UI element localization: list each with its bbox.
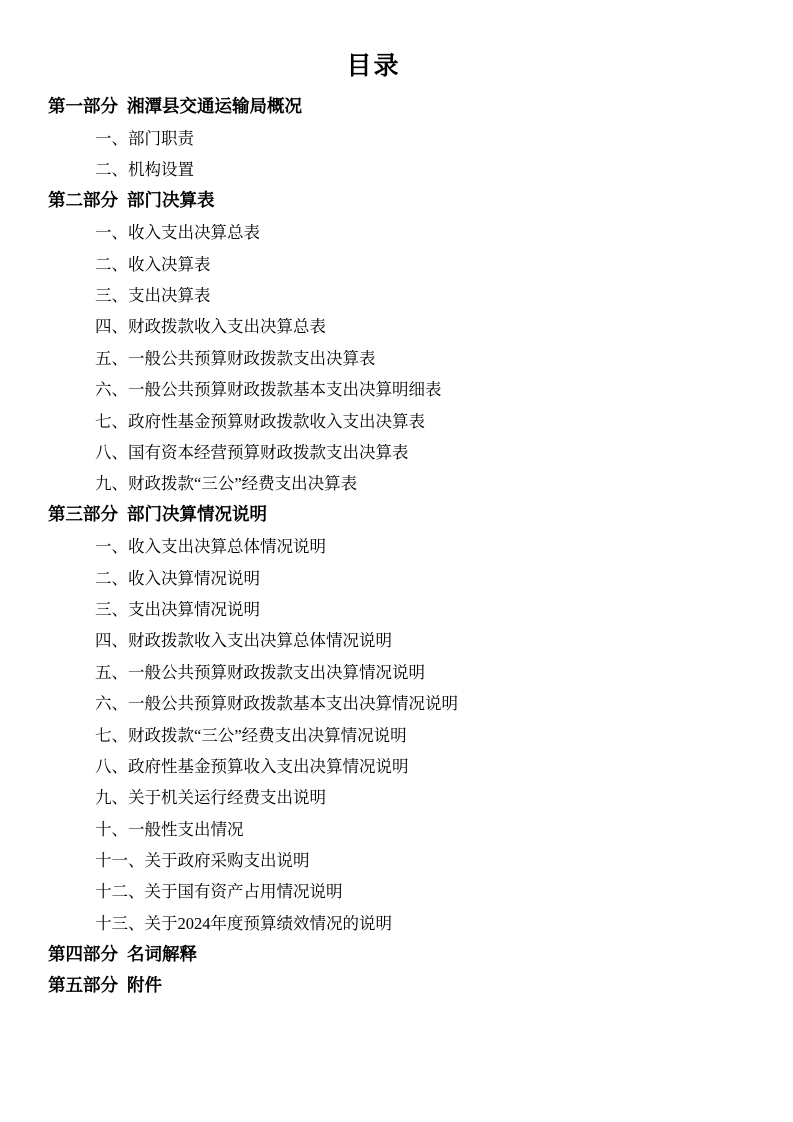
toc-item: 五、一般公共预算财政拨款支出决算情况说明	[95, 662, 425, 682]
toc-section-heading-2	[48, 184, 745, 215]
section-label: 第三部分	[48, 504, 118, 525]
toc-item: 九、关于机关运行经费支出说明	[95, 788, 326, 808]
toc-section-heading-4	[48, 938, 745, 969]
section-title: 附件	[127, 975, 162, 996]
toc-item: 十三、关于2024年度预算绩效情况的说明	[95, 913, 392, 933]
toc-item: 七、政府性基金预算财政拨款收入支出决算表	[95, 411, 425, 431]
toc-section-heading-3	[48, 498, 745, 529]
toc-item: 六、一般公共预算财政拨款基本支出决算明细表	[95, 380, 442, 400]
toc-item: 一、收入支出决算总体情况说明	[95, 537, 326, 557]
section-label: 第四部分	[48, 943, 118, 964]
section-title: 名词解释	[127, 943, 197, 964]
toc-item: 八、国有资本经营预算财政拨款支出决算表	[95, 442, 409, 462]
toc-item: 二、收入决算情况说明	[95, 568, 260, 588]
toc-item: 八、政府性基金预算收入支出决算情况说明	[95, 756, 409, 776]
section-title: 湘潭县交通运输局概况	[127, 96, 302, 117]
section-label: 第二部分	[48, 190, 118, 211]
table-of-contents	[48, 90, 745, 1000]
toc-item: 五、一般公共预算财政拨款支出决算表	[95, 348, 376, 368]
toc-item: 一、收入支出决算总表	[95, 223, 260, 243]
toc-item: 六、一般公共预算财政拨款基本支出决算情况说明	[95, 694, 458, 714]
toc-item: 三、支出决算情况说明	[95, 599, 260, 619]
toc-item: 三、支出决算表	[95, 286, 211, 306]
toc-item: 十一、关于政府采购支出说明	[95, 851, 310, 871]
toc-section-heading-1	[48, 90, 745, 121]
toc-item: 二、收入决算表	[95, 254, 211, 274]
toc-item: 二、机构设置	[95, 160, 194, 180]
section-title: 部门决算表	[127, 190, 215, 211]
toc-item: 四、财政拨款收入支出决算总体情况说明	[95, 631, 392, 651]
toc-item: 十、一般性支出情况	[95, 819, 244, 839]
section-title: 部门决算情况说明	[127, 504, 267, 525]
toc-section-heading-5	[48, 969, 745, 1000]
toc-item: 四、财政拨款收入支出决算总表	[95, 317, 326, 337]
toc-item: 十二、关于国有资产占用情况说明	[95, 882, 343, 902]
toc-item: 一、部门职责	[95, 129, 194, 149]
toc-item: 九、财政拨款“三公”经费支出决算表	[95, 474, 358, 494]
page-title: 目录	[346, 52, 401, 80]
section-label: 第五部分	[48, 975, 118, 996]
section-label: 第一部分	[48, 96, 118, 117]
toc-item: 七、财政拨款“三公”经费支出决算情况说明	[95, 725, 407, 745]
